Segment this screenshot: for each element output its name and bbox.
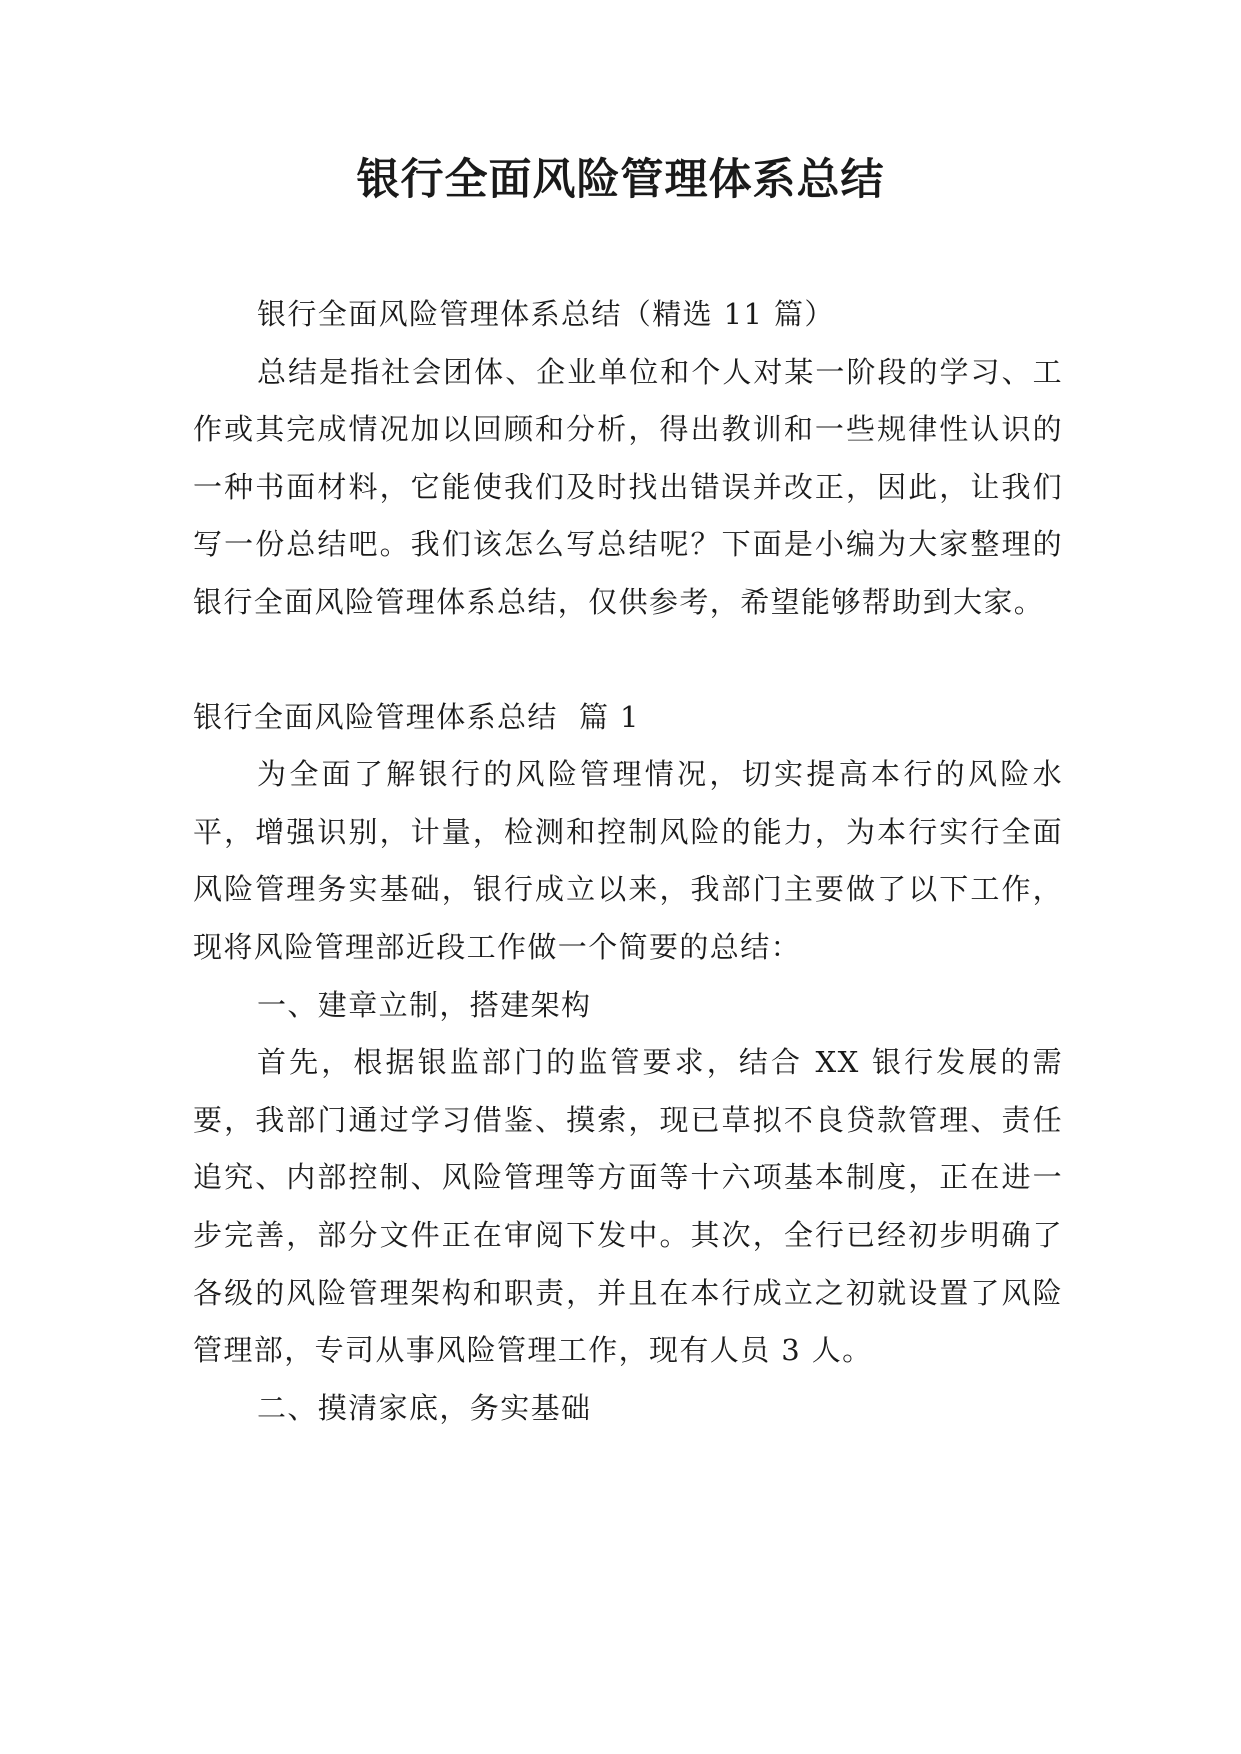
intro-paragraph: 总结是指社会团体、企业单位和个人对某一阶段的学习、工作或其完成情况加以回顾和分析，得出教训和一些规律性认识的一种书面材料，它能使我们及时找出错误并改正，因此，让我们写一份总结吧。我们该怎么写总结呢？下面是小编为大家整理的银行全面风险管理体系总结，仅供参考，希望能够帮助到大家。 [193,354,1063,619]
section-subheading: 二、摸清家底，务实基础 [257,1390,592,1425]
document-subtitle: 银行全面风险管理体系总结（精选 11 篇） [257,297,835,331]
body-paragraph: 为全面了解银行的风险管理情况，切实提高本行的风险水平，增强识别，计量，检测和控制风险的能力，为本行实行全面风险管理务实基础，银行成立以来，我部门主要做了以下工作，现将风险管理部近段工作做一个简要的总结： [193,757,1063,964]
body-paragraph: 首先，根据银监部门的监管要求，结合 XX 银行发展的需要，我部门通过学习借鉴、摸索，现已草拟不良贷款管理、责任追究、内部控制、风险管理等方面等十六项基本制度，正在进一步完善，部分文件正在审阅下发中。其次，全行已经初步明确了各级的风险管理架构和职责，并且在本行成立之初就设置了风险管理部，专司从事风险管理工作，现有人员 3 人。 [193,1045,1063,1368]
section-subheading: 一、建章立制，搭建架构 [257,987,592,1022]
document-body [193,286,1063,1437]
section-heading: 银行全面风险管理体系总结 篇 1 [193,699,640,734]
document-title: 银行全面风险管理体系总结 [356,155,885,205]
section-spacer [193,632,1063,689]
